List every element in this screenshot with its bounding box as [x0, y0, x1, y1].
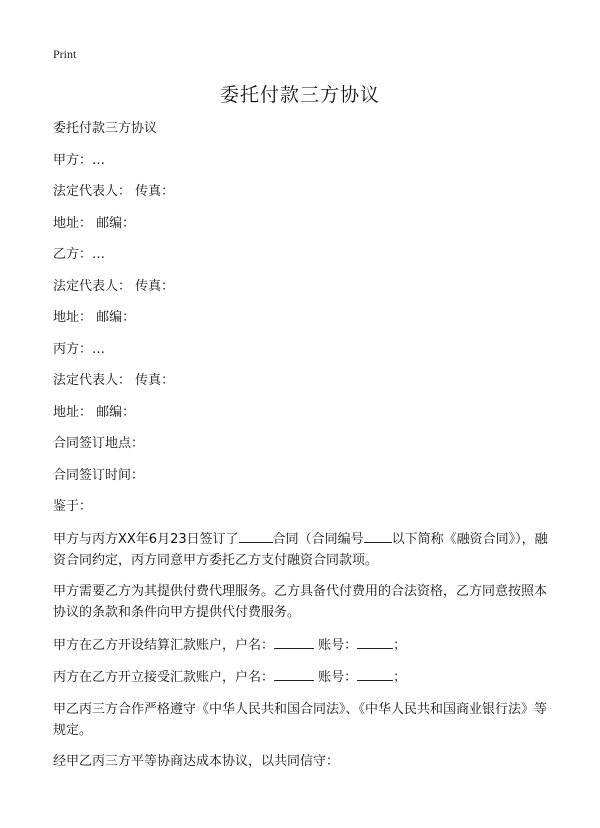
p3-text-c: ； — [393, 637, 407, 653]
paragraph-party-c-account — [53, 666, 553, 688]
party-c-account-name-blank — [274, 666, 314, 681]
party-b-address: 地址： 邮编： — [53, 310, 136, 325]
p1-text-b: 合同（合同编号 — [272, 531, 364, 547]
p1-text-c: 以下简称《融资合同》），融资合同约定，丙方同意甲方委托乙方支付融资合同款项。 — [53, 531, 548, 568]
party-c: 丙方：… — [53, 341, 106, 357]
subtitle: 委托付款三方协议 — [53, 121, 158, 136]
contract-number-blank — [364, 528, 392, 543]
contract-name-blank — [239, 528, 273, 543]
party-c-account-number-blank — [357, 666, 393, 681]
party-b: 乙方：… — [53, 247, 106, 262]
party-a-address: 地址： 邮编： — [53, 215, 136, 231]
document-title: 委托付款三方协议 — [219, 84, 380, 106]
whereas-heading: 鉴于： — [53, 499, 93, 514]
party-a-account-number-blank — [357, 634, 393, 649]
document-body — [53, 118, 553, 783]
paragraph-legal-compliance: 甲乙丙三方合作严格遵守《中华人民共和国合同法》、《中华人民共和国商业银行法》等规定。 — [53, 701, 548, 738]
signing-place: 合同签订地点： — [53, 436, 145, 451]
p4-text-b: 账号： — [318, 670, 358, 685]
p1-text-a: 甲方与丙方XX年6月23日签订了 — [53, 531, 239, 547]
print-label: Print — [53, 47, 77, 61]
party-c-address: 地址： 邮编： — [53, 404, 136, 420]
p3-text-b: 账号： — [318, 637, 358, 653]
party-a: 甲方：… — [53, 152, 106, 168]
party-c-representative: 法定代表人： 传真： — [53, 373, 175, 388]
party-b-representative: 法定代表人： 传真： — [53, 278, 175, 294]
p4-text-c: ； — [393, 670, 407, 685]
p3-text-a: 甲方在乙方开设结算汇款账户，户名： — [53, 637, 275, 653]
p4-text-a: 丙方在乙方开立接受汇款账户，户名： — [53, 670, 275, 685]
signing-time: 合同签订时间： — [53, 467, 145, 483]
party-a-representative: 法定代表人： 传真： — [53, 184, 175, 199]
party-a-account-name-blank — [274, 634, 314, 649]
paragraph-financing-contract — [53, 528, 553, 571]
paragraph-agreement: 经甲乙丙三方平等协商达成本协议，以共同信守： — [53, 754, 340, 769]
paragraph-payment-agency: 甲方需要乙方为其提供付费代理服务。乙方具备代付费用的合法资格，乙方同意按照本协议的条款和条件向甲方提供代付费服务。 — [53, 584, 548, 620]
paragraph-party-a-account — [53, 634, 553, 656]
